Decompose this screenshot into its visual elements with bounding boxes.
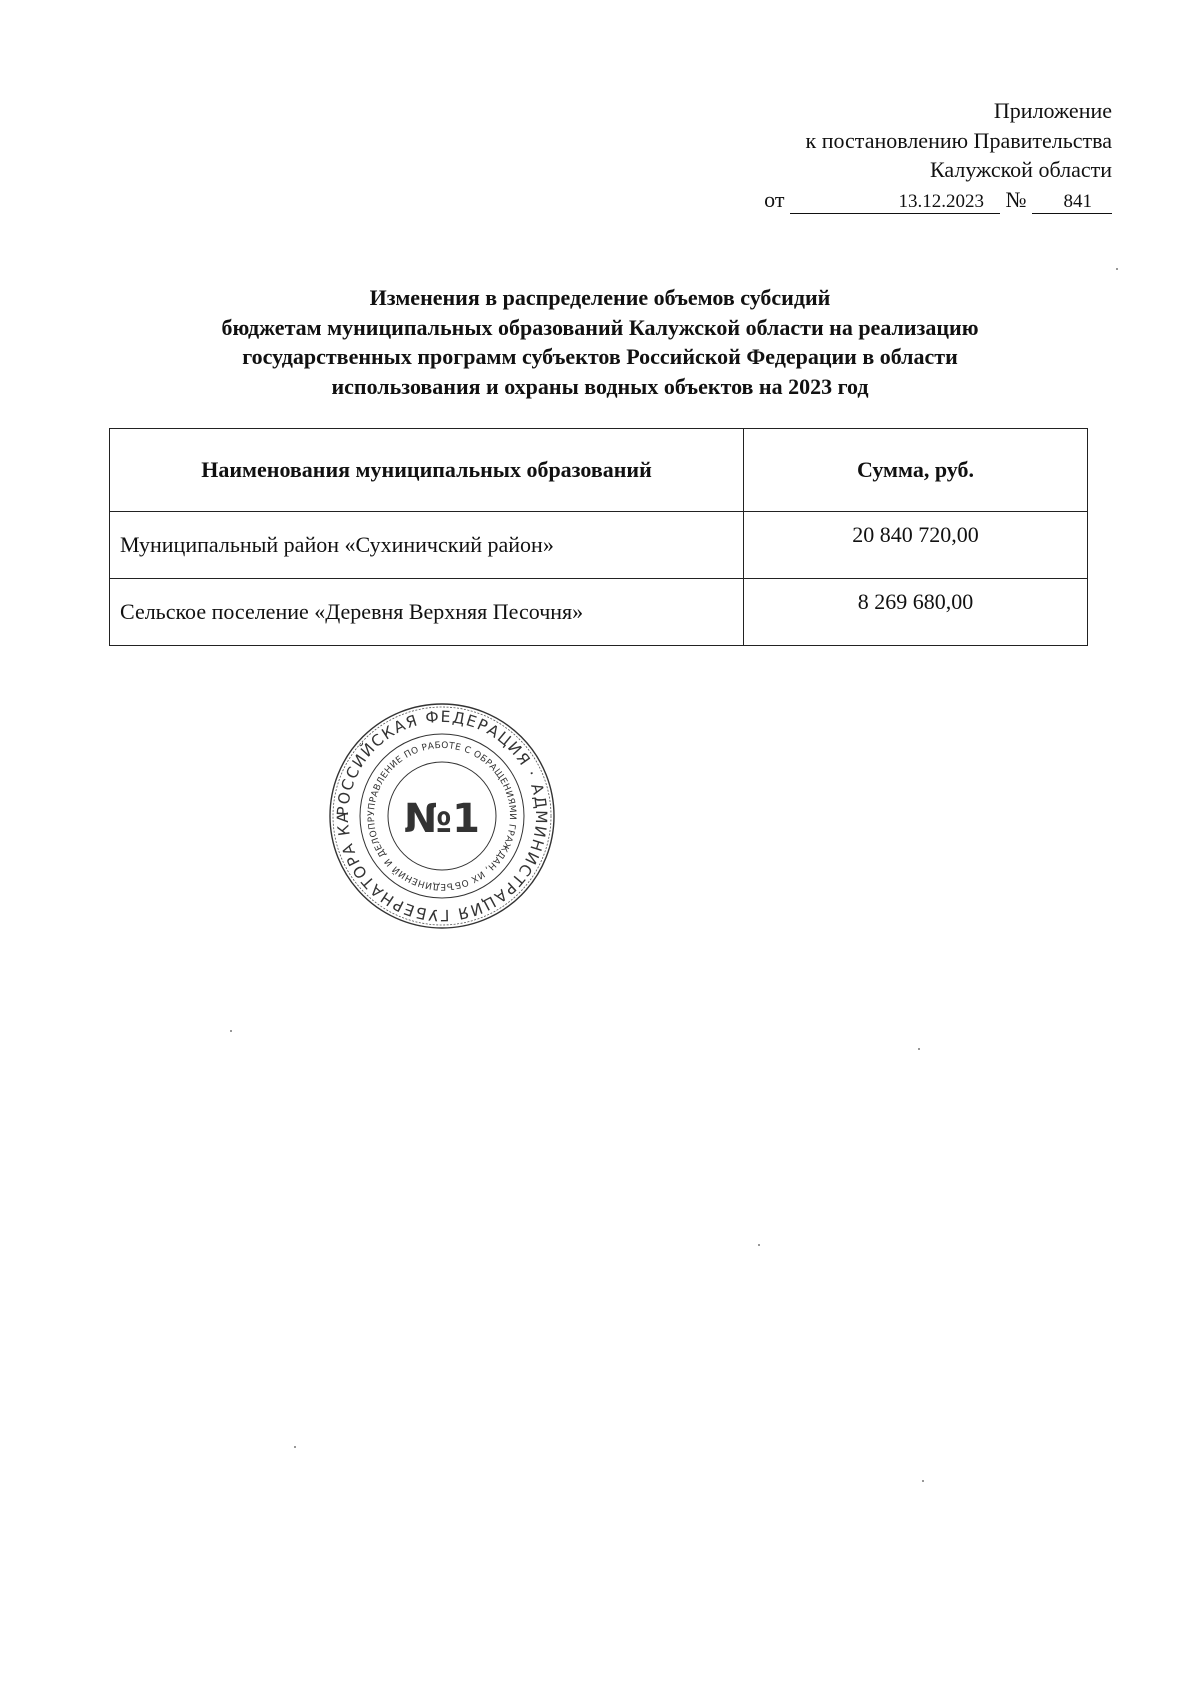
appendix-region: Калужской области — [930, 157, 1112, 182]
appendix-block — [764, 96, 1112, 214]
appendix-label: Приложение — [993, 98, 1112, 123]
number-sign: № — [1005, 186, 1027, 212]
official-seal — [326, 700, 558, 932]
subsidies-table — [109, 428, 1088, 646]
header-sum: Сумма, руб. — [744, 429, 1088, 512]
title-line-2: бюджетам муниципальных образований Калужской области на реализацию — [221, 314, 979, 340]
appendix-date-number-line — [764, 185, 1112, 215]
title-line-1: Изменения в распределение объемов субсидий — [369, 285, 831, 310]
subsidy-sum: 8 269 680,00 — [744, 579, 1088, 646]
subsidy-sum: 20 840 720,00 — [744, 512, 1088, 579]
scan-speck — [922, 1480, 924, 1482]
seal-outer-text: РОССИЙСКАЯ ФЕДЕРАЦИЯ · АДМИНИСТРАЦИЯ ГУБЕРНАТОРА КА — [333, 707, 551, 925]
seal-center-number: №1 — [404, 796, 480, 842]
document-title — [110, 283, 1090, 401]
resolution-number: 841 — [1032, 191, 1112, 214]
date-prefix: от — [764, 186, 785, 212]
appendix-resolution-ref: к постановлению Правительства — [805, 127, 1112, 153]
scan-speck — [918, 1048, 920, 1050]
scan-speck — [294, 1446, 296, 1448]
seal-inner-text: УПРАВЛЕНИЕ ПО РАБОТЕ С ОБРАЩЕНИЯМИ ГРАЖДАН, ИХ ОБЪЕДИНЕНИЙ И ДЕЛОПР — [366, 740, 518, 892]
scan-speck — [758, 1244, 760, 1246]
table-header-row — [110, 429, 1088, 512]
table-row — [110, 579, 1088, 646]
municipality-name: Муниципальный район «Сухиничский район» — [110, 512, 744, 579]
municipality-name: Сельское поселение «Деревня Верхняя Песочня» — [110, 579, 744, 646]
title-line-3: государственных программ субъектов Российской Федерации в области — [242, 344, 958, 369]
title-line-4: использования и охраны водных объектов на 2023 год — [331, 373, 869, 399]
scan-speck — [230, 1030, 232, 1032]
resolution-date: 13.12.2023 — [790, 191, 1000, 214]
table-row — [110, 512, 1088, 579]
scan-speck — [1116, 268, 1118, 270]
header-municipality: Наименования муниципальных образований — [110, 429, 744, 512]
